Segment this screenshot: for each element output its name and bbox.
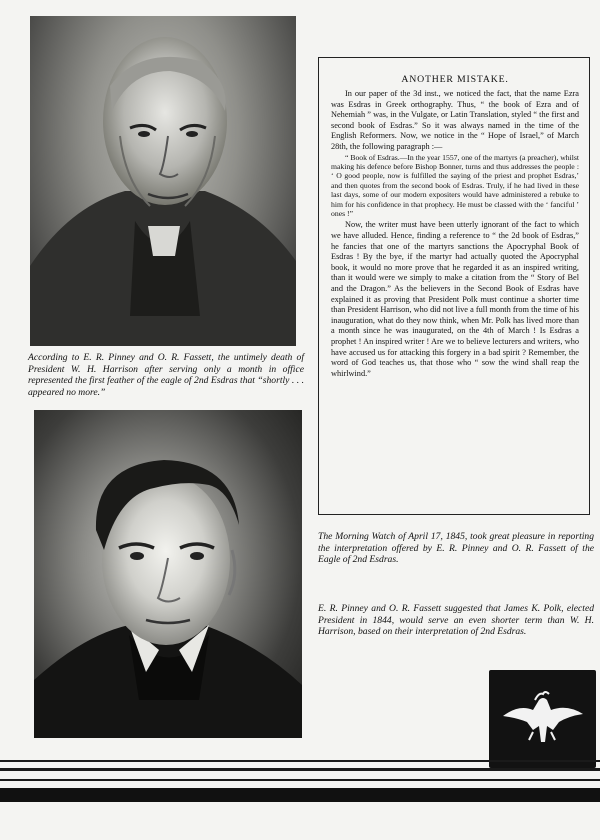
portrait-polk (34, 410, 302, 738)
divider-rule (0, 768, 600, 771)
caption-harrison: According to E. R. Pinney and O. R. Fassett, the untimely death of President W. H. Harrison after serving only a month in office represented the first feather of the eagle of 2nd Esdras that “shortly . . . appeared no more.” (28, 352, 304, 398)
divider-rule (0, 779, 600, 781)
divider-rule (0, 760, 600, 762)
harrison-engraving (30, 16, 296, 346)
article-another-mistake (318, 57, 590, 515)
caption-polk: E. R. Pinney and O. R. Fassett suggested that James K. Polk, elected President in 1844, would serve an even shorter term than W. H. Harrison, based on their interpretation of 2nd Esdras. (318, 603, 594, 638)
portrait-harrison (30, 16, 296, 346)
divider-band (0, 788, 600, 802)
eagle-icon (489, 670, 596, 768)
caption-morning-watch: The Morning Watch of April 17, 1845, took great pleasure in reporting the interpretation offered by E. R. Pinney and O. R. Fassett of the Eagle of 2nd Esdras. (318, 531, 594, 566)
eagle-emblem (489, 670, 596, 768)
polk-engraving (34, 410, 302, 738)
article-paragraph-1: In our paper of the 3d inst., we noticed the fact, that the name Ezra was Esdras in Greek orthography. Thus, “ the book of Ezra and of Nehemiah ” was, in the Vulgate, or Latin Translation, styled “ the first and second book of Esdras.” So it was always named in the time of the English Reformers. Now, we notice in the “ Hope of Israel,” of March 28th, the following paragraph :— (331, 89, 579, 151)
article-title: ANOTHER MISTAKE. (401, 74, 509, 85)
article-quotation: “ Book of Esdras.—In the year 1557, one of the martyrs (a preacher), whilst making his defence before Bishop Bonner, turns and thus addresses the people : ‘ O good people, now is fulfilled the saying of the priest and prophet Esdras,’ and then quotes from the second book of Esdras. Truly, if he had lived in these last days, some of our modern expositers would have administered a rebuke to him for his confidence in that prophecy. He must be classed with the ‘ fanciful ’ ones !” (331, 152, 579, 218)
article-paragraph-2: Now, the writer must have been utterly ignorant of the fact to which we have alluded. Hence, finding a reference to “ the 2d book of Esdras,” he fancies that one of the martyrs sanctions the Apocryphal Book of Esdras ! By the bye, if the martyr had actually quoted the Apocryphal book, it would no more prove that he regarded it as an inspired writing, than it would were we simply to make a citation from the “ Story of Bel and the Dragon.” As the believers in the Second Book of Esdras have explained it as proving that President Polk must continue a shorter time than President Harrison, who did not live a full month from the time of his inauguration, what do they now think, when Mr. Polk has lived more than a month since he was inaugurated, on the 4th of March ! Is Esdras a prophet ! An inspired writer ! Are we to believe lecturers and writers, who have accused us for attacking this forgery in a bad spirit ? Remember, the word of God teaches us, that those who “ sow the wind shall reap the whirlwind.” (331, 220, 579, 378)
